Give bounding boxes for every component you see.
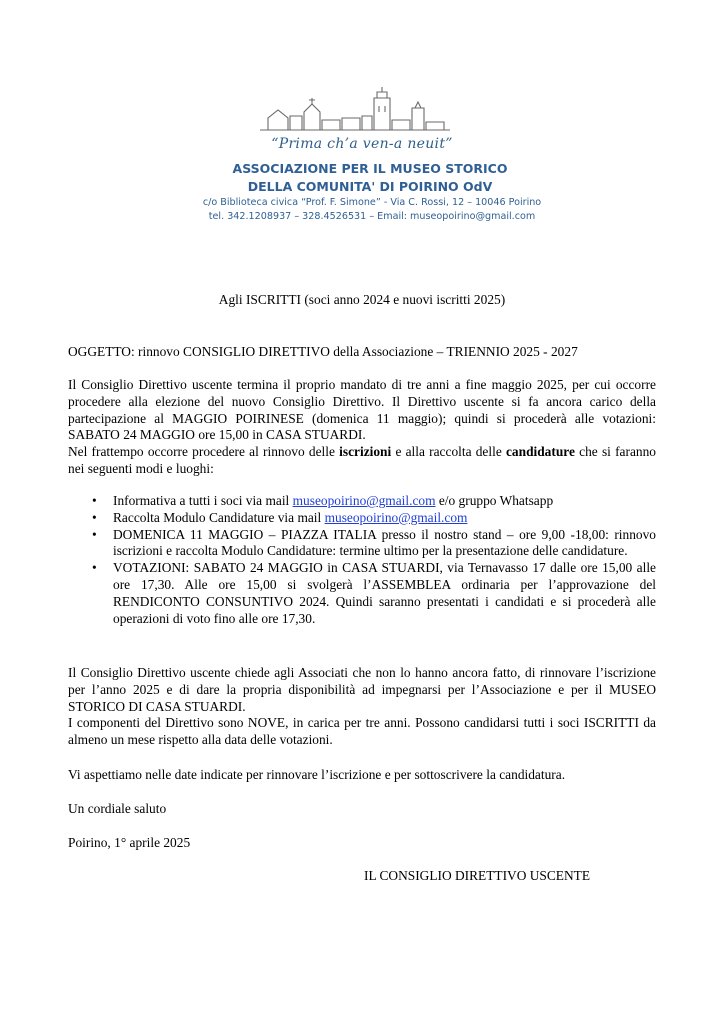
association-name-line2: DELLA COMUNITA' DI POIRINO OdV [247,179,493,194]
list-item [92,510,656,527]
list-item [92,527,656,561]
email-link[interactable]: museopoirino@gmail.com [292,493,436,508]
intro-text-part: che si faranno nei seguenti modi e luoghi: [68,444,656,476]
bold-candidature: candidature [505,444,575,460]
list-item [92,493,656,510]
board-members-text: I componenti del Direttivo sono NOVE, in carica per tre anni. Possono candidarsi tutti i soci ISCRITTI da almeno un mese rispetto alla data delle votazioni. [68,715,656,748]
town-skyline-icon [260,86,450,136]
greeting: Un cordiale saluto [68,801,167,816]
bullet-icon: • [92,526,97,542]
bullet-icon: • [92,560,97,576]
intro-text-part: Nel frattempo occorre procedere al rinnovo delle [68,444,340,460]
bullet-icon: • [92,509,97,525]
procedure-list [92,493,656,627]
list-item-text: Informativa a tutti i soci via mail [113,493,293,508]
list-item-text: e/o gruppo Whatsapp [435,493,554,508]
intro-text-part: e alla raccolta delle [391,444,506,460]
email-link[interactable]: museopoirino@gmail.com [324,509,468,525]
subject-line: OGGETTO: rinnovo CONSIGLIO DIRETTIVO della Associazione – TRIENNIO 2025 - 2027 [68,344,578,359]
list-item-text: DOMENICA 11 MAGGIO – PIAZZA ITALIA presso il nostro stand – ore 9,00 -18,00: rinnovo iscrizioni e raccolta Modulo Candidature: termine ultimo per la presentazione delle candidature. [113,526,656,559]
list-item-text: Raccolta Modulo Candidature via mail [113,509,325,525]
bullet-icon: • [92,493,97,508]
recipients-line: Agli ISCRITTI (soci anno 2024 e nuovi iscritti 2025) [218,292,506,307]
renewal-paragraph [68,665,656,749]
list-item [92,560,656,627]
bold-iscrizioni: iscrizioni [339,444,392,460]
renewal-text: Il Consiglio Direttivo uscente chiede agli Associati che non lo hanno ancora fatto, di rinnovare l’iscrizione per l’anno 2025 e di dare la propria disponibilità ad impegnarsi per l’Associazione e per il MUSEO STORICO DI CASA STUARDI. [68,665,656,714]
intro-text-continued [68,444,656,478]
signature: IL CONSIGLIO DIRETTIVO USCENTE [364,868,590,883]
association-motto: “Prima ch’a ven-a neuit” [271,136,453,152]
association-contacts: tel. 342.1208937 – 328.4526531 – Email: museopoirino@gmail.com [208,211,536,222]
intro-paragraph [68,377,656,478]
list-item-text: VOTAZIONI: SABATO 24 MAGGIO in CASA STUARDI, via Ternavasso 17 dalle ore 15,00 alle ore 17,30. Alle ore 15,00 si svolgerà l’ASSEMBLEA ordinaria per l’approvazione del RENDICONTO CONSUNTIVO 2024. Quindi saranno presentati i candidati e si procederà alle operazioni di voto fino alle ore 17,30. [113,560,656,626]
association-name-line1: ASSOCIAZIONE PER IL MUSEO STORICO [232,161,508,176]
place-date: Poirino, 1° aprile 2025 [68,835,191,850]
closing-paragraph: Vi aspettiamo nelle date indicate per rinnovare l’iscrizione e per sottoscrivere la candidatura. [68,767,566,782]
intro-text: Il Consiglio Direttivo uscente termina il proprio mandato di tre anni a fine maggio 2025, per cui occorre procedere alla elezione del nuovo Consiglio Direttivo. Il Direttivo uscente si fa ancora carico della partecipazione al MAGGIO POIRINESE (domenica 11 maggio); quindi si procederà alle votazioni: SABATO 24 MAGGIO ore 15,00 in CASA STUARDI. [68,377,656,443]
association-address: c/o Biblioteca civica “Prof. F. Simone” - Via C. Rossi, 12 – 10046 Poirino [202,197,542,208]
